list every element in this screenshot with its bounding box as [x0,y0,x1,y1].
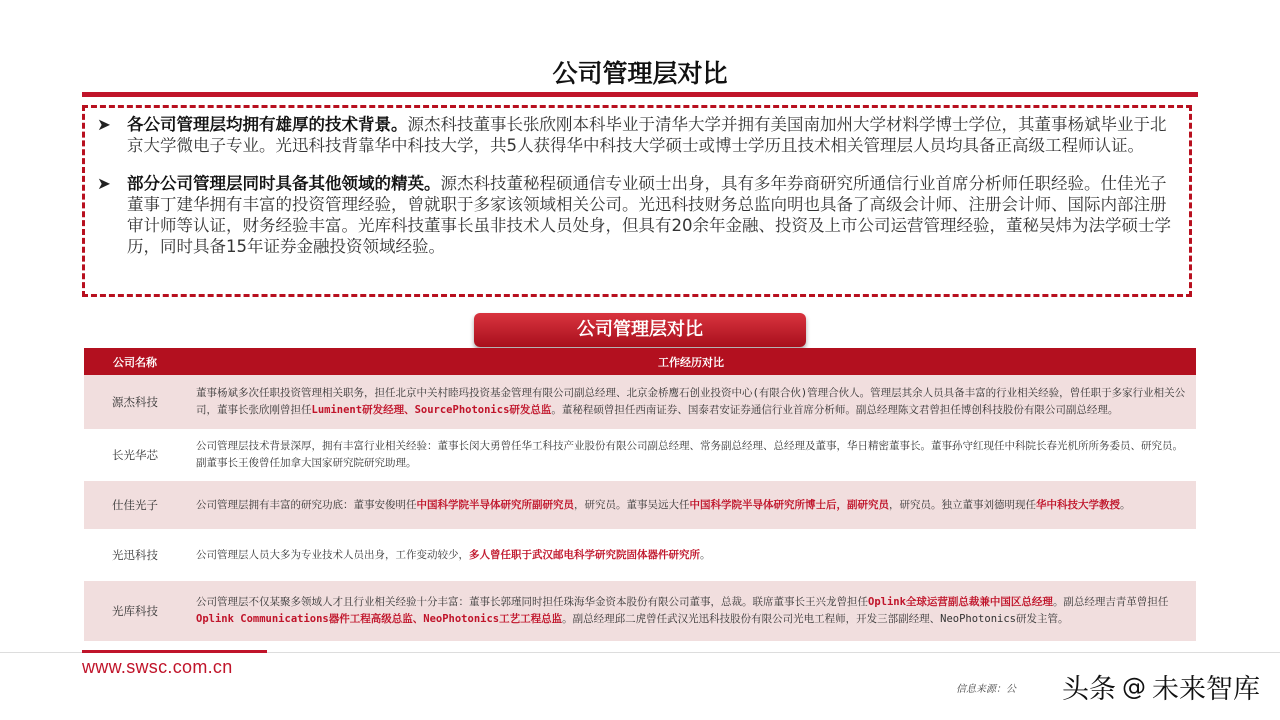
experience-text: 。 [1120,498,1131,511]
source-note: 信息来源：公 [956,684,1016,695]
summary-bullet-2 [93,173,1181,257]
company-name-cell: 光迅科技 [84,530,186,580]
experience-cell [186,480,1196,530]
column-header-company: 公司名称 [84,348,186,375]
watermark-brand: 头条 [1062,674,1116,705]
highlight-text: 中国科学院半导体研究所副研究员 [416,498,574,511]
table-row [84,480,1196,530]
highlight-text: Oplink全球运营副总裁兼中国区总经理 [868,596,1053,608]
footer-accent-bar [82,650,267,653]
experience-text: ，研究员。董事吴远大任 [574,498,690,511]
arrow-bullet-icon: ➤ [97,174,111,193]
highlight-text: 中国科学院半导体研究所博士后，副研究员 [689,498,889,511]
table-row [84,430,1196,480]
table-header-row [84,348,1196,375]
highlight-text: 多人曾任职于武汉邮电科学研究院固体器件研究所 [469,548,700,561]
summary-text: 源杰科技董秘程硕通信专业硕士出身，具有多年券商研究所通信行业首席分析师任职经验。仕佳光子董事丁建华拥有丰富的投资管理经验，曾就职于多家该领域相关公司。光迅科技财务总监向明也具备了高级会计师、注册会计师、国际内部注册审计师等认证，财务经验丰富。光库科技董事长虽非技术人员处身，但具有20余年金融、投资及上市公司运营管理经验，董秘吴炜为法学硕士学历，同时具备15年证券金融投资领域经验。 [127,174,1171,256]
footer-url: www.swsc.com.cn [82,657,233,677]
summary-lead: 各公司管理层均拥有雄厚的技术背景。 [127,115,408,134]
title-divider [82,92,1198,97]
experience-text: 公司管理层人员大多为专业技术人员出身，工作变动较少， [196,548,469,561]
summary-box [82,105,1192,297]
summary-lead: 部分公司管理层同时具备其他领域的精英。 [127,174,441,193]
experience-text: 。 [700,548,711,561]
experience-text: 公司管理层拥有丰富的研究功底：董事安俊明任 [196,498,417,511]
experience-text: 公司管理层不仅某聚多领域人才且行业相关经验十分丰富：董事长郭瑾同时担任珠海华金资本股份有限公司董事，总裁。联席董事长王兴龙曾担任 [196,596,868,608]
experience-text: ，研究员。独立董事刘德明现任 [889,498,1036,511]
watermark-account: 未来智库 [1152,674,1260,705]
section-banner: 公司管理层对比 [474,313,806,347]
company-name-cell: 长光华芯 [84,430,186,480]
company-name-cell: 光库科技 [84,580,186,642]
page-title: 公司管理层对比 [552,59,728,88]
table-row [84,375,1196,430]
company-name-cell: 仕佳光子 [84,480,186,530]
experience-cell [186,375,1196,430]
table-row [84,530,1196,580]
column-header-experience: 工作经历对比 [186,348,1196,375]
arrow-bullet-icon: ➤ [97,115,111,134]
company-name-cell: 源杰科技 [84,375,186,430]
highlight-text: Oplink Communications器件工程高级总监、NeoPhotonics工艺工程总监 [196,613,563,625]
highlight-text: 华中科技大学教授 [1036,498,1120,511]
watermark-at: @ [1122,672,1146,701]
table-row [84,580,1196,642]
comparison-table [84,348,1196,643]
summary-text: 源杰科技董事长张欣刚本科毕业于清华大学并拥有美国南加州大学材料学博士学位，其董事杨斌毕业于北京大学微电子专业。光迅科技背靠华中科技大学，共5人获得华中科技大学硕士或博士学历且技术相关管理层人员均具备正高级工程师认证。 [127,115,1167,155]
watermark [1062,667,1260,706]
highlight-text: Luminent研发经理、SourcePhotonics研发总监 [311,404,552,416]
experience-cell [186,580,1196,642]
experience-text: 公司管理层技术背景深厚，拥有丰富行业相关经验：董事长闵大勇曾任华工科技产业股份有限公司副总经理、常务副总经理、总经理及董事，华日精密董事长。董事孙守红现任中科院长春光机所所务委员、研究员。副董事长王俊曾任加拿大国家研究院研究助理。 [196,440,1183,469]
summary-bullet-1 [93,114,1181,156]
experience-cell [186,430,1196,480]
experience-text: 。副总经理吉青革曾担任 [1052,596,1169,608]
experience-text: 董事杨斌多次任职投资管理相关职务，担任北京中关村睦玛投资基金管理有限公司副总经理、北京金桥鹰石创业投资中心(有限合伙)管理合伙人。管理层其余人员具备丰富的行业相关经验，曾任职于多家行业相关公司，董事长张欣刚曾担任 [196,387,1186,416]
experience-text: 。董秘程硕曾担任西南证券、国泰君安证券通信行业首席分析师。副总经理陈文君曾担任博创科技股份有限公司副总经理。 [551,404,1119,416]
experience-text: 。副总经理邱二虎曾任武汉光迅科技股份有限公司光电工程师，开发三部副经理、NeoPhotonics研发主管。 [562,613,1069,625]
experience-cell [186,530,1196,580]
